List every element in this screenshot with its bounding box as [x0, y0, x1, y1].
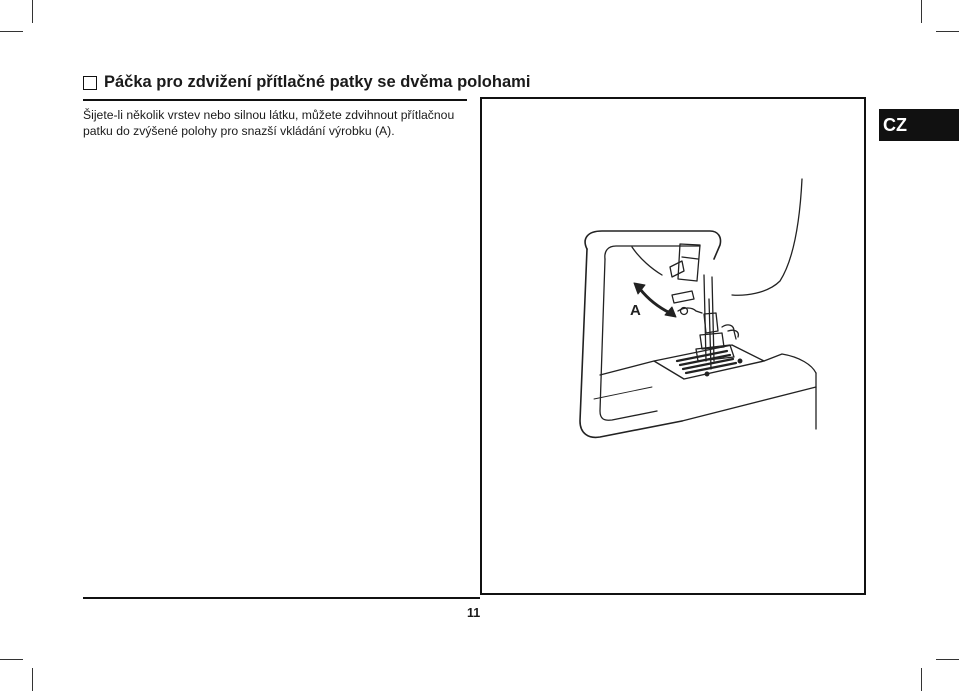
crop-mark-top-right-v — [921, 0, 922, 23]
page-number: 11 — [467, 606, 481, 620]
crop-mark-top-left-v — [32, 0, 33, 23]
footer-rule — [83, 597, 480, 599]
crop-mark-top-right-h — [936, 31, 959, 32]
section-heading — [83, 73, 531, 101]
crop-mark-bottom-right-v — [921, 668, 922, 691]
crop-mark-bottom-left-h — [0, 659, 23, 660]
presser-foot-lever-drawing — [482, 99, 868, 597]
instruction-line-2: patku do zvýšené polohy pro snazší vkládání výrobku (A). — [83, 123, 395, 138]
instruction-paragraph — [83, 108, 483, 139]
checkbox-icon — [83, 76, 97, 90]
section-title: Páčka pro zdvižení přítlačné patky se dvěma polohami — [104, 73, 531, 91]
language-tab: CZ — [879, 109, 959, 141]
sewing-machine-illustration — [480, 97, 866, 595]
figure-label-a: A — [630, 302, 641, 319]
crop-mark-bottom-left-v — [32, 668, 33, 691]
crop-mark-top-left-h — [0, 31, 23, 32]
instruction-line-1: Šijete-li několik vrstev nebo silnou látku, můžete zdvihnout přítlačnou — [83, 108, 455, 122]
crop-mark-bottom-right-h — [936, 659, 959, 660]
